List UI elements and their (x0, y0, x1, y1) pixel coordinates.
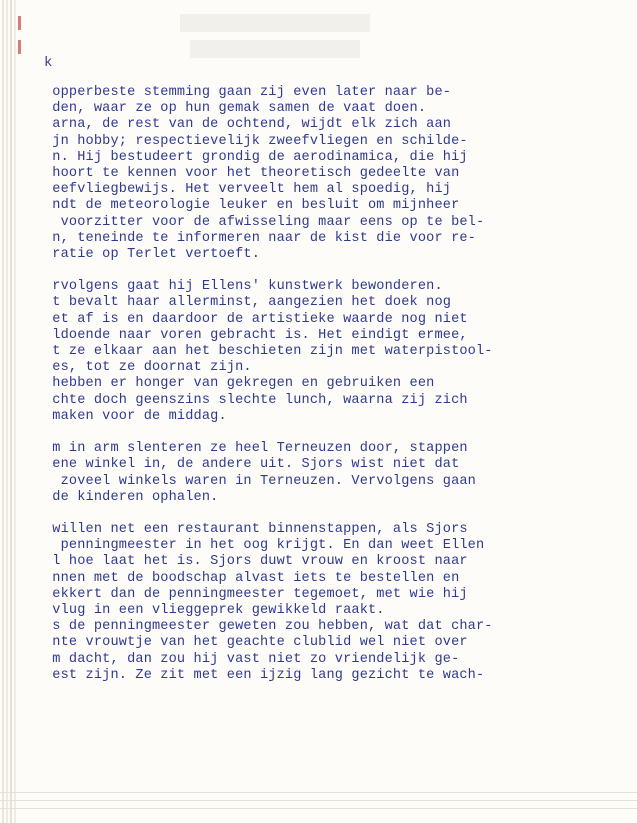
page-edge (10, 0, 12, 823)
text-line: m dacht, dan zou hij vast niet zo vriendelijk ge- (44, 651, 460, 667)
text-line: vlug in een vlieggeprek gewikkeld raakt. (44, 603, 385, 618)
text-line: hebben er honger van gekregen en gebruiken een (44, 376, 435, 392)
paragraph (44, 441, 624, 506)
text-line: et af is en daardoor de artistieke waarde nog niet (44, 311, 468, 327)
page-edge (2, 0, 4, 823)
text-line: opperbeste stemming gaan zij even later naar be- (44, 85, 452, 100)
text-line: n, teneinde te informeren naar de kist die voor re- (44, 230, 476, 246)
margin-character: k (44, 55, 53, 71)
text-line: ene winkel in, de andere uit. Sjors wist niet dat (44, 457, 460, 473)
text-line: jn hobby; respectievelijk zweefvliegen en schilde- (44, 133, 468, 149)
paragraph (44, 85, 624, 263)
text-line: den, waar ze op hun gemak samen de vaat doen. (44, 101, 427, 117)
page-edge (14, 0, 16, 823)
text-line: zoveel winkels waren in Terneuzen. Vervolgens gaan (44, 473, 476, 489)
text-line: willen net een restaurant binnenstappen, als Sjors (44, 522, 468, 538)
text-line: es, tot ze doornat zijn. (44, 360, 252, 376)
paragraph (44, 279, 624, 425)
text-line: chte doch geenszins slechte lunch, waarna zij zich (44, 392, 468, 408)
text-line: arna, de rest van de ochtend, wijdt elk zich aan (44, 117, 452, 133)
page-bottom-edge (0, 808, 637, 809)
text-line: ekkert dan de penningmeester tegemoet, met wie hij (44, 586, 468, 602)
text-line: maken voor de middag. (44, 408, 227, 424)
text-line: rvolgens gaat hij Ellens' kunstwerk bewonderen. (44, 279, 443, 295)
text-line: penningmeester in het oog krijgt. En dan weet Ellen (44, 538, 485, 554)
page-edge (6, 0, 8, 823)
red-margin-mark (18, 16, 21, 30)
page-bottom-edge (0, 800, 637, 801)
red-margin-mark (18, 40, 21, 54)
page-bottom-edge (0, 792, 637, 793)
text-line: voorzitter voor de afwisseling maar eens op te bel- (44, 214, 485, 230)
text-line: hoort te kennen voor het theoretisch gedeelte van (44, 165, 460, 181)
text-line: m in arm slenteren ze heel Terneuzen door, stappen (44, 441, 468, 457)
text-line: ldoende naar voren gebracht is. Het eindigt ermee, (44, 327, 468, 343)
text-line: nte vrouwtje van het geachte clublid wel niet over (44, 635, 468, 651)
text-line: ratie op Terlet vertoeft. (44, 246, 260, 262)
text-line: l hoe laat het is. Sjors duwt vrouw en kroost naar (44, 554, 468, 570)
typed-text-body (44, 85, 624, 700)
reverse-side-show-through (170, 8, 380, 74)
text-line: est zijn. Ze zit met een ijzig lang gezicht te wach- (44, 667, 485, 683)
text-line: ndt de meteorologie leuker en besluit om mijnheer (44, 198, 460, 214)
show-through-blur (170, 8, 380, 68)
paragraph (44, 522, 624, 684)
text-line: eefvliegbewijs. Het verveelt hem al spoedig, hij (44, 182, 452, 198)
text-line: t bevalt haar allerminst, aangezien het doek nog (44, 295, 452, 311)
text-line: n. Hij bestudeert grondig de aerodinamica, die hij (44, 149, 468, 165)
text-line: de kinderen ophalen. (44, 489, 219, 505)
text-line: t ze elkaar aan het beschieten zijn met waterpistool- (44, 344, 493, 359)
text-line: s de penningmeester geweten zou hebben, wat dat char- (44, 619, 493, 635)
text-line: nnen met de boodschap alvast iets te bestellen en (44, 570, 460, 586)
